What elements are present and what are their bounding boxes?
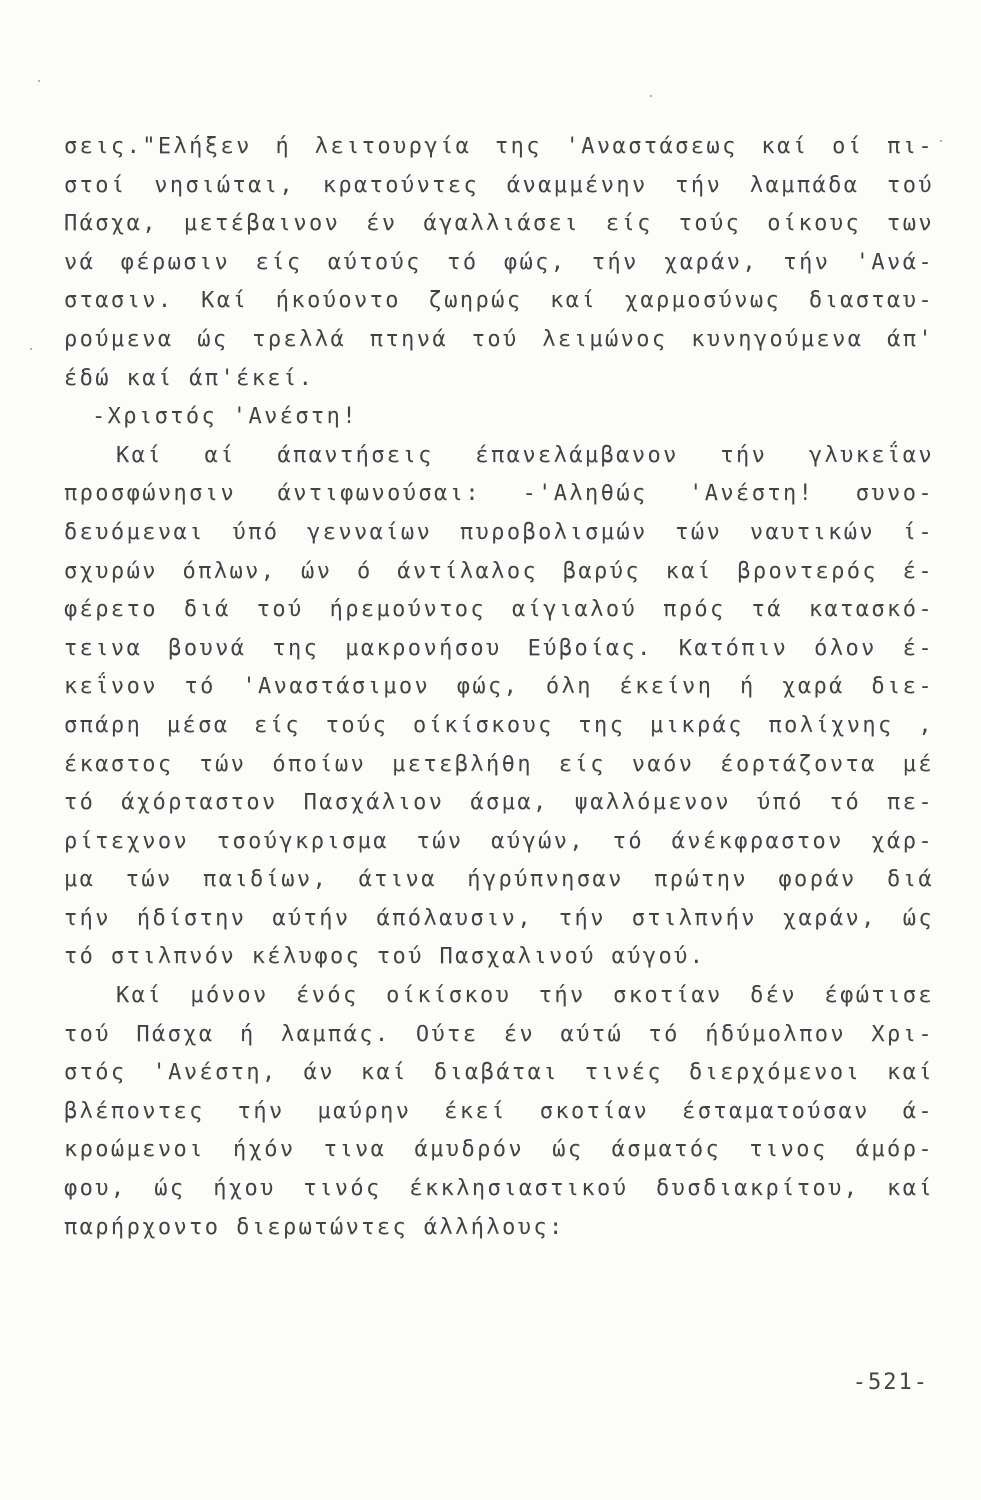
text-line: κεΐνον τό 'Αναστάσιμον φώς, όλη έκείνη ή χαρά διε- xyxy=(64,674,934,700)
text-line: έδώ καί άπ'έκεί. xyxy=(64,365,315,391)
text-line: τήν ήδίστην αύτήν άπόλαυσιν, τήν στιλπνήν χαράν, ώς xyxy=(64,905,934,931)
text-line: -Χριστός 'Ανέστη! xyxy=(92,404,358,430)
text-line: φου, ώς ήχου τινός έκκλησιαστικού δυσδιακρίτου, καί xyxy=(64,1176,934,1202)
text-line: ρίτεχνον τσούγκρισμα τών αύγών, τό άνέκφραστον χάρ- xyxy=(64,828,934,854)
text-line: δευόμεναι ύπό γενναίων πυροβολισμών τών ναυτικών ί- xyxy=(64,519,934,545)
text-line: μα τών παιδίων, άτινα ήγρύπνησαν πρώτην φοράν διά xyxy=(64,867,934,893)
text-line: τό στιλπνόν κέλυφος τού Πασχαλινού αύγού. xyxy=(64,944,706,970)
text-line: Καί μόνον ένός οίκίσκου τήν σκοτίαν δέν έφώτισε xyxy=(116,983,934,1009)
body-text xyxy=(64,128,934,1247)
text-line: φέρετο διά τού ήρεμούντος αίγιαλού πρός τά κατασκό- xyxy=(64,597,934,623)
text-line: βλέποντες τήν μαύρην έκεί σκοτίαν έσταματούσαν ά- xyxy=(64,1098,934,1124)
text-line: Πάσχα, μετέβαινον έν άγαλλιάσει είς τούς οίκους των xyxy=(64,211,934,237)
text-line: προσφώνησιν άντιφωνούσαι: -'Αληθώς 'Ανέστη! συνο- xyxy=(64,481,934,507)
text-line: νά φέρωσιν είς αύτούς τό φώς, τήν χαράν, τήν 'Ανά- xyxy=(64,249,934,275)
text-line: παρήρχοντο διερωτώντες άλλήλους: xyxy=(64,1214,565,1240)
speck xyxy=(38,80,40,82)
speck xyxy=(30,348,32,350)
text-line: στασιν. Καί ήκούοντο ζωηρώς καί χαρμοσύνως διασταυ- xyxy=(64,288,934,314)
text-line: Καί αί άπαντήσεις έπανελάμβανον τήν γλυκεΐαν xyxy=(116,442,934,468)
speck xyxy=(940,140,942,142)
speck xyxy=(650,95,652,97)
text-line: σπάρη μέσα είς τούς οίκίσκους της μικράς πολίχνης , xyxy=(64,712,934,738)
text-line: τό άχόρταστον Πασχάλιον άσμα, ψαλλόμενον ύπό τό πε- xyxy=(64,790,934,816)
text-line: τού Πάσχα ή λαμπάς. Ούτε έν αύτώ τό ήδύμολπον Χρι- xyxy=(64,1021,934,1047)
page-number: -521- xyxy=(852,1370,929,1395)
text-line: ρούμενα ώς τρελλά πτηνά τού λειμώνος κυνηγούμενα άπ' xyxy=(64,326,934,352)
text-line: σεις."Ελήξεν ή λειτουργία της 'Αναστάσεως καί οί πι- xyxy=(64,134,934,159)
text-line: κροώμενοι ήχόν τινα άμυδρόν ώς άσματός τινος άμόρ- xyxy=(64,1137,934,1163)
text-line: τεινα βουνά της μακρονήσου Εύβοίας. Κατόπιν όλον έ- xyxy=(64,635,934,661)
text-line: στοί νησιώται, κρατούντες άναμμένην τήν λαμπάδα τού xyxy=(64,172,934,198)
text-line: σχυρών όπλων, ών ό άντίλαλος βαρύς καί βροντερός έ- xyxy=(64,558,934,584)
text-line: στός 'Ανέστη, άν καί διαβάται τινές διερχόμενοι καί xyxy=(64,1060,934,1086)
text-line: έκαστος τών όποίων μετεβλήθη είς ναόν έορτάζοντα μέ xyxy=(64,751,934,777)
